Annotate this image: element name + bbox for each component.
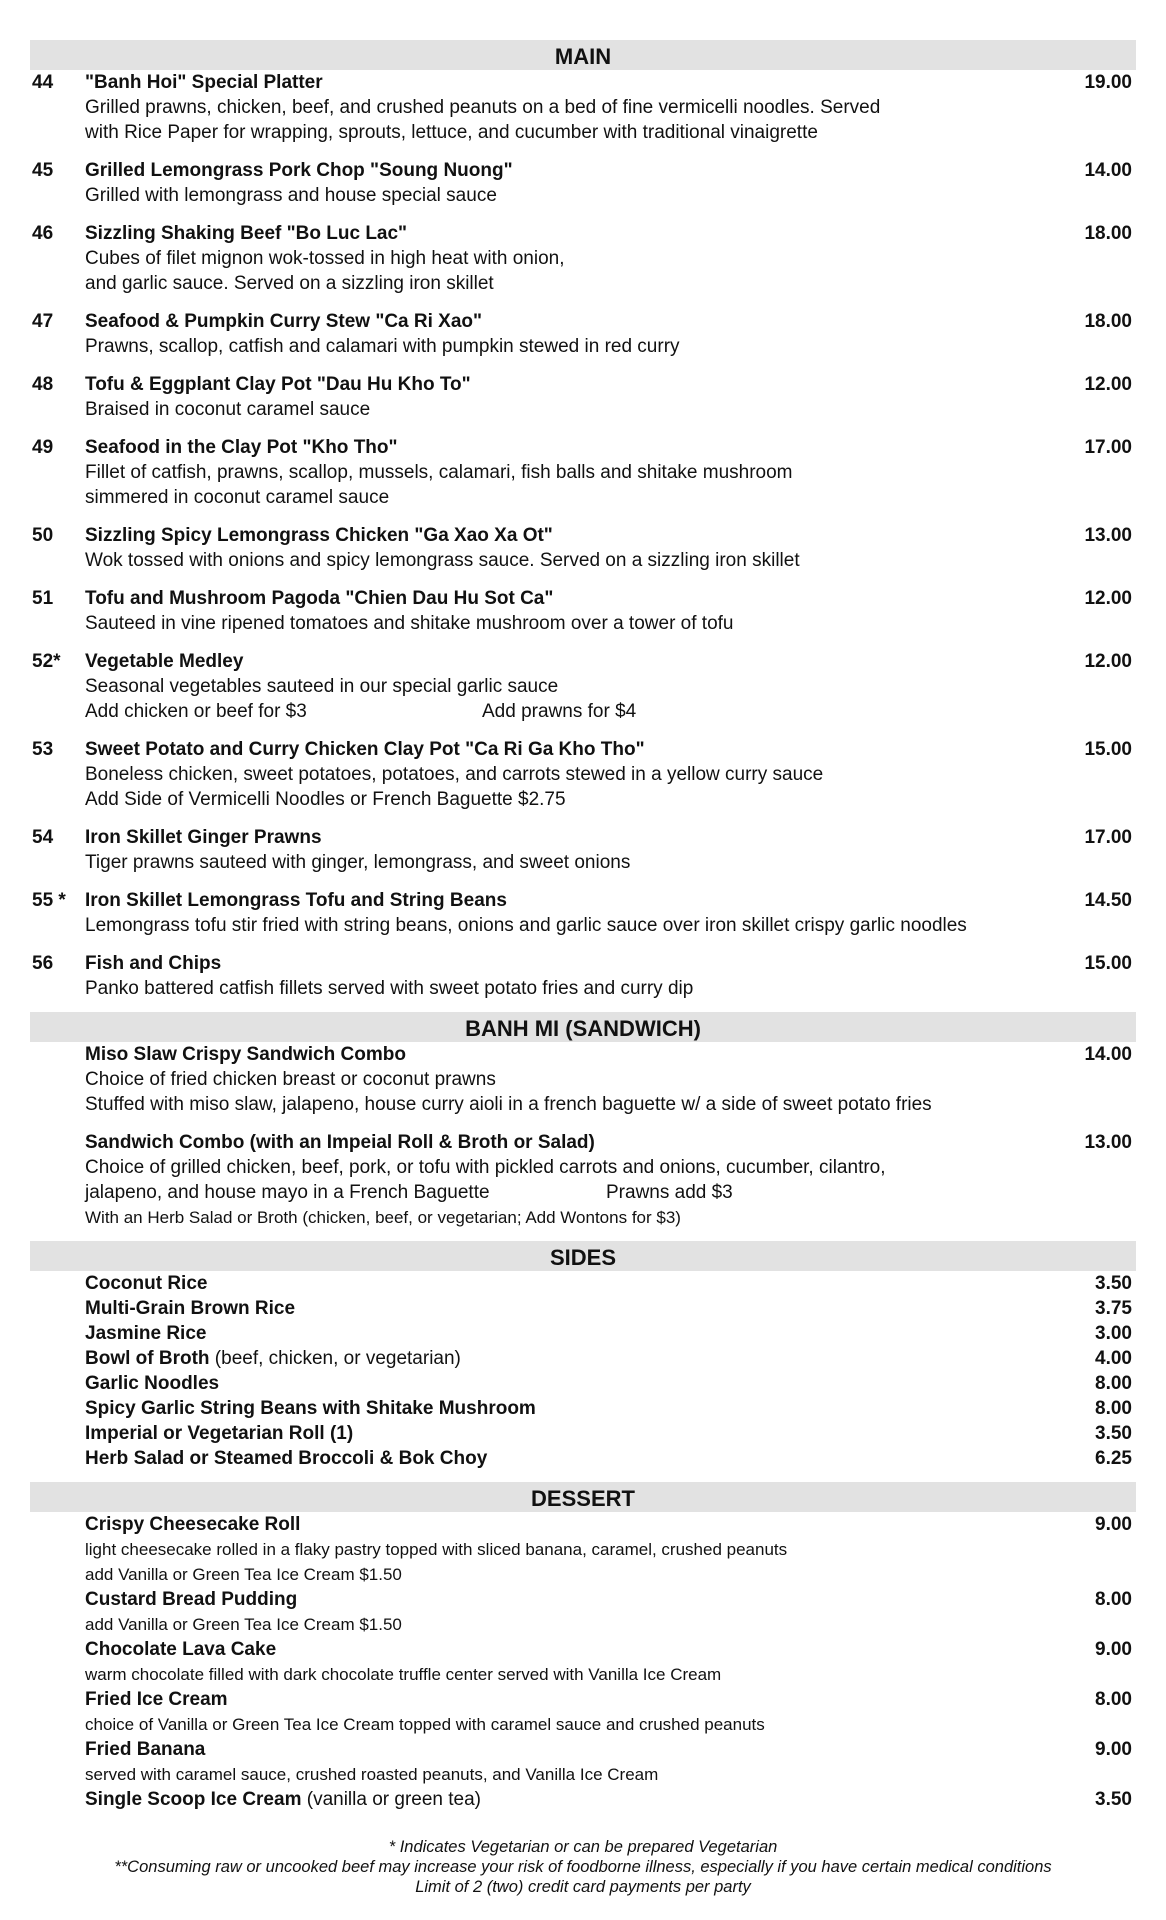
item-description: Choice of grilled chicken, beef, pork, or tofu with pickled carrots and onions, cucumber, cilantro, xyxy=(85,1157,886,1178)
item-price: 18.00 xyxy=(1084,311,1132,332)
item-name-text: Fried Ice Cream xyxy=(85,1689,228,1710)
menu-item xyxy=(30,221,1136,296)
item-name xyxy=(85,1296,1136,1321)
item-description: Wok tossed with onions and spicy lemongrass sauce. Served on a sizzling iron skillet xyxy=(85,550,800,571)
menu-item xyxy=(30,737,1136,812)
item-name: Fish and Chips xyxy=(85,953,222,974)
item-price: 9.00 xyxy=(1095,1639,1132,1660)
item-description: Grilled prawns, chicken, beef, and crushed peanuts on a bed of fine vermicelli noodles. Served xyxy=(85,97,881,118)
item-number: 45 xyxy=(32,160,54,181)
item-number: 53 xyxy=(32,739,54,760)
menu-item xyxy=(30,888,1136,938)
item-price: 8.00 xyxy=(1095,1373,1132,1394)
item-name xyxy=(85,1321,1136,1346)
side-item xyxy=(30,1421,1136,1446)
item-description: Choice of fried chicken breast or coconut prawns xyxy=(85,1069,496,1090)
item-name: Tofu and Mushroom Pagoda "Chien Dau Hu Sot Ca" xyxy=(85,588,554,609)
addon-option: Add chicken or beef for $3 xyxy=(85,701,307,722)
item-name: Sizzling Spicy Lemongrass Chicken "Ga Xao Xa Ot" xyxy=(85,525,553,546)
item-addons xyxy=(85,699,1136,724)
item-note: With an Herb Salad or Broth (chicken, beef, or vegetarian; Add Wontons for $3) xyxy=(85,1208,681,1227)
footer-payment-note: Limit of 2 (two) credit card payments per party xyxy=(415,1878,751,1896)
item-description: add Vanilla or Green Tea Ice Cream $1.50 xyxy=(85,1565,402,1584)
item-name xyxy=(85,1271,1136,1296)
item-description: Prawns, scallop, catfish and calamari with pumpkin stewed in red curry xyxy=(85,336,680,357)
item-price: 8.00 xyxy=(1095,1689,1132,1710)
item-name-text: Multi-Grain Brown Rice xyxy=(85,1298,296,1319)
item-name: Sweet Potato and Curry Chicken Clay Pot "Ca Ri Ga Kho Tho" xyxy=(85,739,645,760)
menu-item xyxy=(30,435,1136,510)
item-number: 56 xyxy=(32,953,54,974)
item-description: Add Side of Vermicelli Noodles or French Baguette $2.75 xyxy=(85,789,566,810)
item-description: Panko battered catfish fillets served with sweet potato fries and curry dip xyxy=(85,978,694,999)
side-item xyxy=(30,1371,1136,1396)
item-price: 13.00 xyxy=(1084,525,1132,546)
item-description: Boneless chicken, sweet potatoes, potatoes, and carrots stewed in a yellow curry sauce xyxy=(85,764,824,785)
item-price: 12.00 xyxy=(1084,374,1132,395)
item-price: 17.00 xyxy=(1084,437,1132,458)
item-description: light cheesecake rolled in a flaky pastry topped with sliced banana, caramel, crushed peanuts xyxy=(85,1540,788,1559)
menu-item xyxy=(30,523,1136,573)
item-name-text: Spicy Garlic String Beans with Shitake Mushroom xyxy=(85,1398,536,1419)
item-description: add Vanilla or Green Tea Ice Cream $1.50 xyxy=(85,1615,402,1634)
item-price: 8.00 xyxy=(1095,1589,1132,1610)
item-description: choice of Vanilla or Green Tea Ice Cream topped with caramel sauce and crushed peanuts xyxy=(85,1715,765,1734)
item-name xyxy=(85,1512,1136,1537)
item-description: Lemongrass tofu stir fried with string beans, onions and garlic sauce over iron skillet crispy garlic noodles xyxy=(85,915,967,936)
item-name xyxy=(85,1737,1136,1762)
section-header-dessert: DESSERT xyxy=(30,1482,1136,1512)
item-number: 48 xyxy=(32,374,54,395)
side-item xyxy=(30,1396,1136,1421)
item-name: Iron Skillet Ginger Prawns xyxy=(85,827,322,848)
item-number: 49 xyxy=(32,437,54,458)
item-name-text: Fried Banana xyxy=(85,1739,206,1760)
item-name xyxy=(85,1421,1136,1446)
item-price: 9.00 xyxy=(1095,1514,1132,1535)
item-name xyxy=(85,1396,1136,1421)
item-price: 3.50 xyxy=(1095,1423,1132,1444)
item-price: 13.00 xyxy=(1084,1132,1132,1153)
item-detail: (vanilla or green tea) xyxy=(301,1789,482,1810)
item-price: 6.25 xyxy=(1095,1448,1132,1469)
item-name-text: Jasmine Rice xyxy=(85,1323,207,1344)
item-number: 47 xyxy=(32,311,54,332)
item-price: 4.00 xyxy=(1095,1348,1132,1369)
footer-vegetarian-note: * Indicates Vegetarian or can be prepared Vegetarian xyxy=(388,1838,778,1856)
item-price: 14.50 xyxy=(1084,890,1132,911)
menu-item xyxy=(30,649,1136,724)
item-name xyxy=(85,1587,1136,1612)
item-name-text: Bowl of Broth xyxy=(85,1348,210,1369)
addon-option: jalapeno, and house mayo in a French Baguette xyxy=(85,1182,490,1203)
item-price: 9.00 xyxy=(1095,1739,1132,1760)
item-name: "Banh Hoi" Special Platter xyxy=(85,72,323,93)
item-name xyxy=(85,1637,1136,1662)
item-price: 3.75 xyxy=(1095,1298,1132,1319)
item-number: 52* xyxy=(32,651,61,672)
item-price: 18.00 xyxy=(1084,223,1132,244)
item-name: Tofu & Eggplant Clay Pot "Dau Hu Kho To" xyxy=(85,374,471,395)
section-header-banh-mi: BANH MI (SANDWICH) xyxy=(30,1012,1136,1042)
item-name xyxy=(85,1787,1136,1812)
item-name: Sizzling Shaking Beef "Bo Luc Lac" xyxy=(85,223,408,244)
item-description: Seasonal vegetables sauteed in our special garlic sauce xyxy=(85,676,559,697)
side-item xyxy=(30,1346,1136,1371)
item-description: served with caramel sauce, crushed roasted peanuts, and Vanilla Ice Cream xyxy=(85,1765,659,1784)
item-number: 46 xyxy=(32,223,54,244)
item-description: with Rice Paper for wrapping, sprouts, lettuce, and cucumber with traditional vinaigrette xyxy=(85,122,818,143)
menu-item xyxy=(30,70,1136,145)
item-name-text: Herb Salad or Steamed Broccoli & Bok Choy xyxy=(85,1448,488,1469)
item-description: Fillet of catfish, prawns, scallop, mussels, calamari, fish balls and shitake mushroom xyxy=(85,462,793,483)
item-name-text: Coconut Rice xyxy=(85,1273,208,1294)
item-description: warm chocolate filled with dark chocolate truffle center served with Vanilla Ice Cream xyxy=(85,1665,722,1684)
item-name-text: Custard Bread Pudding xyxy=(85,1589,298,1610)
item-number: 55 * xyxy=(32,890,66,911)
side-item xyxy=(30,1446,1136,1471)
item-price: 3.50 xyxy=(1095,1273,1132,1294)
item-name: Seafood & Pumpkin Curry Stew "Ca Ri Xao" xyxy=(85,311,483,332)
item-description: Braised in coconut caramel sauce xyxy=(85,399,371,420)
main-items-list xyxy=(30,70,1136,1001)
item-name-text: Imperial or Vegetarian Roll (1) xyxy=(85,1423,354,1444)
item-addons xyxy=(85,1180,1136,1205)
item-name-text: Single Scoop Ice Cream xyxy=(85,1789,302,1810)
section-header-sides: SIDES xyxy=(30,1241,1136,1271)
menu-item xyxy=(30,1042,1136,1117)
item-description: Stuffed with miso slaw, jalapeno, house curry aioli in a french baguette w/ a side of sweet potato fries xyxy=(85,1094,932,1115)
dessert-item xyxy=(30,1512,1136,1587)
item-name xyxy=(85,1371,1136,1396)
item-name: Miso Slaw Crispy Sandwich Combo xyxy=(85,1044,406,1065)
dessert-item xyxy=(30,1637,1136,1687)
item-name: Sandwich Combo (with an Impeial Roll & Broth or Salad) xyxy=(85,1132,595,1153)
item-name: Seafood in the Clay Pot "Kho Tho" xyxy=(85,437,398,458)
item-description: and garlic sauce. Served on a sizzling iron skillet xyxy=(85,273,494,294)
item-name-text: Crispy Cheesecake Roll xyxy=(85,1514,301,1535)
item-number: 44 xyxy=(32,72,54,93)
item-name-text: Chocolate Lava Cake xyxy=(85,1639,277,1660)
item-name-text: Garlic Noodles xyxy=(85,1373,220,1394)
item-description: Cubes of filet mignon wok-tossed in high heat with onion, xyxy=(85,248,565,269)
item-price: 12.00 xyxy=(1084,651,1132,672)
side-item xyxy=(30,1321,1136,1346)
item-price: 3.50 xyxy=(1095,1789,1132,1810)
item-price: 14.00 xyxy=(1084,1044,1132,1065)
item-price: 15.00 xyxy=(1084,739,1132,760)
item-price: 3.00 xyxy=(1095,1323,1132,1344)
item-number: 50 xyxy=(32,525,54,546)
item-price: 12.00 xyxy=(1084,588,1132,609)
menu-footer xyxy=(30,1837,1136,1897)
side-item xyxy=(30,1296,1136,1321)
item-name: Grilled Lemongrass Pork Chop "Soung Nuong" xyxy=(85,160,513,181)
item-name xyxy=(85,1687,1136,1712)
side-item xyxy=(30,1271,1136,1296)
item-name xyxy=(85,1346,1136,1371)
section-header-main: MAIN xyxy=(30,40,1136,70)
menu-item xyxy=(30,1130,1136,1230)
menu-item xyxy=(30,309,1136,359)
item-price: 19.00 xyxy=(1084,72,1132,93)
item-name xyxy=(85,1446,1136,1471)
menu-item xyxy=(30,586,1136,636)
item-detail: (beef, chicken, or vegetarian) xyxy=(209,1348,461,1369)
addon-option: Prawns add $3 xyxy=(606,1182,733,1203)
item-price: 17.00 xyxy=(1084,827,1132,848)
item-number: 54 xyxy=(32,827,54,848)
dessert-item xyxy=(30,1737,1136,1787)
addon-option: Add prawns for $4 xyxy=(482,701,637,722)
item-name: Iron Skillet Lemongrass Tofu and String Beans xyxy=(85,890,507,911)
item-price: 8.00 xyxy=(1095,1398,1132,1419)
dessert-item xyxy=(30,1787,1136,1812)
dessert-item xyxy=(30,1587,1136,1637)
menu-item xyxy=(30,372,1136,422)
item-number: 51 xyxy=(32,588,54,609)
item-price: 14.00 xyxy=(1084,160,1132,181)
menu-item xyxy=(30,158,1136,208)
item-description: simmered in coconut caramel sauce xyxy=(85,487,390,508)
item-price: 15.00 xyxy=(1084,953,1132,974)
dessert-items-list xyxy=(30,1512,1136,1812)
footer-health-warning: **Consuming raw or uncooked beef may increase your risk of foodborne illness, especially if you have certain medical conditions xyxy=(114,1858,1052,1876)
item-description: Tiger prawns sauteed with ginger, lemongrass, and sweet onions xyxy=(85,852,631,873)
item-description: Sauteed in vine ripened tomatoes and shitake mushroom over a tower of tofu xyxy=(85,613,734,634)
menu-page xyxy=(30,40,1136,1897)
banh-mi-items-list xyxy=(30,1042,1136,1230)
item-description: Grilled with lemongrass and house special sauce xyxy=(85,185,497,206)
menu-item xyxy=(30,951,1136,1001)
item-name: Vegetable Medley xyxy=(85,651,244,672)
menu-item xyxy=(30,825,1136,875)
sides-items-list xyxy=(30,1271,1136,1471)
dessert-item xyxy=(30,1687,1136,1737)
